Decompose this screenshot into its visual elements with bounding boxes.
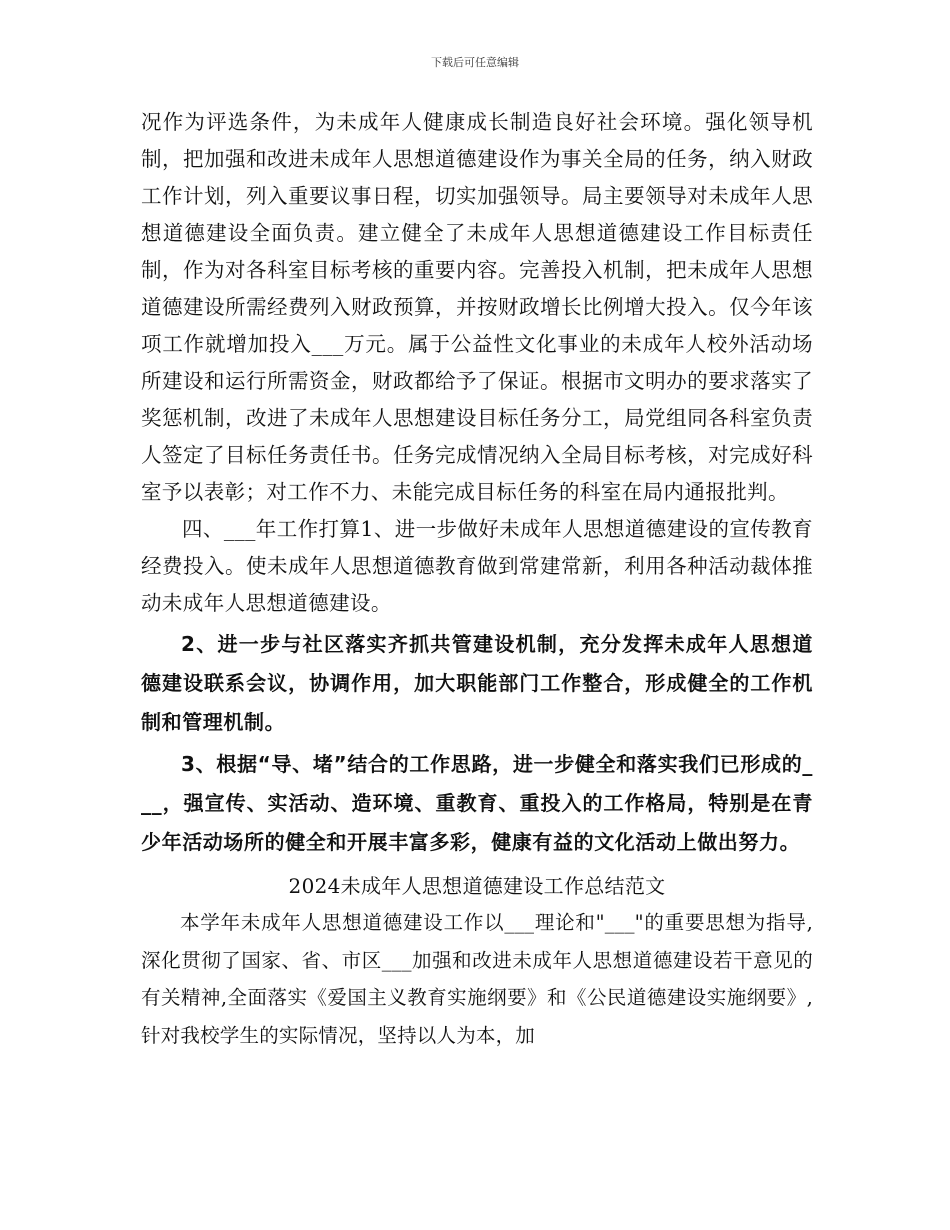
section-body: 本学年未成年人思想道德建设工作以___理论和"___"的重要思想为指导,深化贯彻了国家、省、市区___加强和改进未成年人思想道德建设若干意见的有关精神,全面落实《爱国主义教育实施纲要》和《公民道德建设实施纲要》,针对我校学生的实际情况，坚持以人为本，加 — [141, 911, 813, 1047]
paragraph-work-plan: 四、___年工作打算1、进一步做好未成年人思想道德建设的宣传教育经费投入。使未成年人思想道德教育做到常建常新，利用各种活动裁体推动未成年人思想道德建设。 — [141, 517, 813, 615]
paragraph-plan-item-2: 2、进一步与社区落实齐抓共管建设机制，充分发挥未成年人思想道德建设联系会议，协调作用，加大职能部门工作整合，形成健全的工作机制和管理机制。 — [141, 632, 813, 734]
page-header: 下载后可任意编辑 — [431, 56, 519, 69]
section-title: 2024未成年人思想道德建设工作总结范文 — [288, 874, 666, 898]
paragraph-continuation: 况作为评选条件，为未成年人健康成长制造良好社会环境。强化领导机制，把加强和改进未成年人思想道德建设作为事关全局的任务，纳入财政工作计划，列入重要议事日程，切实加强领导。局主要领导对未成年人思想道德建设全面负责。建立健全了未成年人思想道德建设工作目标责任制，作为对各科室目标考核的重要内容。完善投入机制，把未成年人思想道德建设所需经费列入财政预算，并按财政增长比例增大投入。仅今年该项工作就增加投入___万元。属于公益性文化事业的未成年人校外活动场所建设和运行所需资金，财政都给予了保证。根据市文明办的要求落实了奖惩机制，改进了未成年人思想建设目标任务分工，局党组同各科室负责人签定了目标任务责任书。任务完成情况纳入全局目标考核，对完成好科室予以表彰；对工作不力、未能完成目标任务的科室在局内通报批判。 — [141, 110, 813, 504]
document-body — [141, 104, 813, 1054]
paragraph-plan-item-3: 3、根据“导、堵”结合的工作思路，进一步健全和落实我们已形成的___，强宣传、实活动、造环境、重教育、重投入的工作格局，特别是在青少年活动场所的健全和开展丰富多彩，健康有益的文化活动上做出努力。 — [141, 752, 813, 854]
